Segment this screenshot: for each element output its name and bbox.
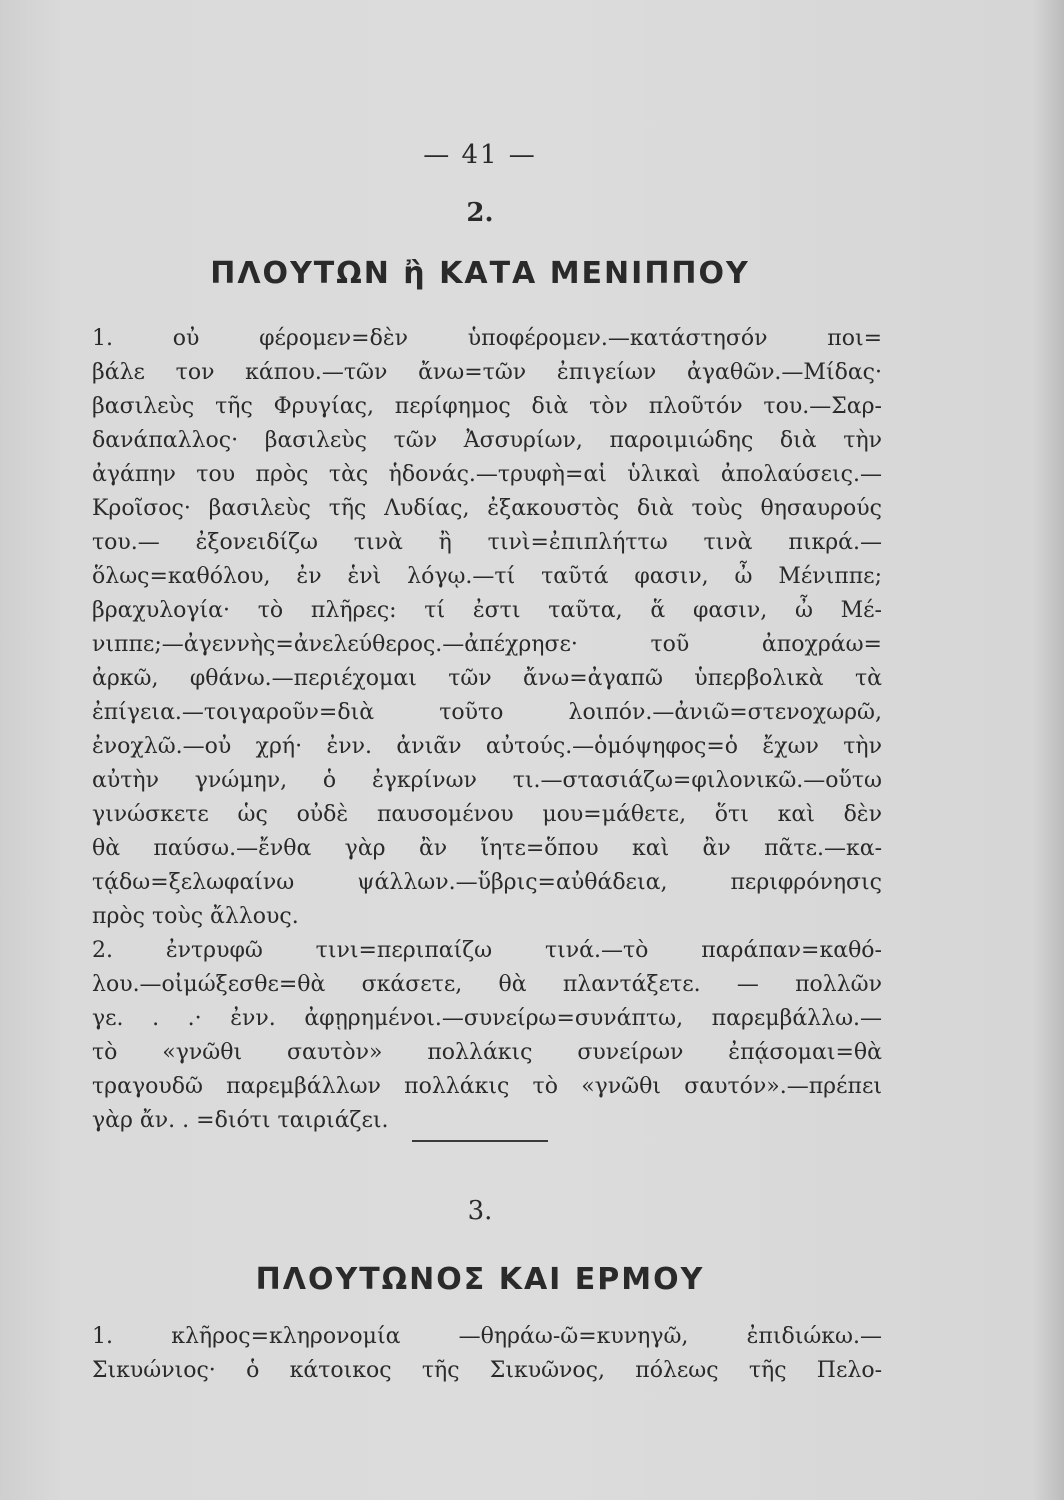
- text-line: τὸ «γνῶθι σαυτὸν» πολλάκις συνείρων ἐπᾴσομαι=θὰ: [92, 1040, 882, 1065]
- text-line: ἐπίγεια.—τοιγαροῦν=διὰ τοῦτο λοιπόν.—ἀνιῶ=στενοχωρῶ,: [92, 700, 882, 725]
- text-line: 1. οὐ φέρομεν=δὲν ὑποφέρομεν.—κατάστησόν ποι=: [92, 326, 882, 351]
- text-line: 1. κλῆρος=κληρονομία —θηράω-ῶ=κυνηγῶ, ἐπιδιώκω.—: [92, 1324, 882, 1349]
- section-2-text: [92, 322, 882, 1138]
- text-line: ὅλως=καθόλου, ἐν ἑνὶ λόγῳ.—τί ταῦτά φασιν, ὦ Μένιππε;: [92, 564, 882, 589]
- section-3-text: [92, 1320, 882, 1388]
- text-line: θὰ παύσω.—ἔνθα γὰρ ἂν ἴητε=ὅπου καὶ ἂν πᾶτε.—κα-: [92, 836, 882, 861]
- text-line: αὐτὴν γνώμην, ὁ ἐγκρίνων τι.—στασιάζω=φιλονικῶ.—οὕτω: [92, 768, 882, 793]
- text-line: του.— ἐξονειδίζω τινὰ ἢ τινὶ=ἐπιπλήττω τινὰ πικρά.—: [92, 530, 882, 555]
- text-line: λου.—οἰμώξεσθε=θὰ σκάσετε, θὰ πλαντάξετε. — πολλῶν: [92, 972, 882, 997]
- section-2-number: 2.: [466, 198, 494, 228]
- text-line: τᾴδω=ξελωφαίνω ψάλλων.—ὕβρις=αὐθάδεια, περιφρόνησις: [92, 870, 882, 895]
- section-divider: [412, 1140, 548, 1142]
- section-3-title: ΠΛΟΥΤΩΝΟΣ ΚΑΙ ΕΡΜΟΥ: [255, 1262, 705, 1297]
- text-line: Κροῖσος· βασιλεὺς τῆς Λυδίας, ἐξακουστὸς διὰ τοὺς θησαυρούς: [92, 496, 882, 521]
- text-line: ἀγάπην του πρὸς τὰς ἡδονάς.—τρυφὴ=αἱ ὑλικαὶ ἀπολαύσεις.—: [92, 462, 882, 487]
- text-line: γινώσκετε ὡς οὐδὲ παυσομένου μου=μάθετε, ὅτι καὶ δὲν: [92, 802, 882, 827]
- text-line: βάλε τον κάπου.—τῶν ἄνω=τῶν ἐπιγείων ἀγαθῶν.—Μίδας·: [92, 360, 882, 385]
- section-2-title: ΠΛΟΥΤΩΝ ἢ ΚΑΤΑ ΜΕΝΙΠΠΟΥ: [210, 256, 750, 291]
- text-line: πρὸς τοὺς ἄλλους.: [92, 904, 299, 929]
- page-number: — 41 —: [423, 140, 537, 170]
- text-line: Σικυώνιος· ὁ κάτοικος τῆς Σικυῶνος, πόλεως τῆς Πελο-: [92, 1358, 882, 1383]
- text-line: γε. . .· ἐνν. ἀφῃρημένοι.—συνείρω=συνάπτω, παρεμβάλλω.—: [92, 1006, 882, 1031]
- text-line: νιππε;—ἀγεννὴς=ἀνελεύθερος.—ἀπέχρησε· τοῦ ἀποχράω=: [92, 632, 882, 657]
- text-line: 2. ἐντρυφῶ τινι=περιπαίζω τινά.—τὸ παράπαν=καθό-: [92, 938, 882, 963]
- text-line: βραχυλογία· τὸ πλῆρες: τί ἐστι ταῦτα, ἅ φασιν, ὦ Μέ-: [92, 598, 882, 623]
- section-3-number: 3.: [467, 1196, 493, 1226]
- text-line: δανάπαλλος· βασιλεὺς τῶν Ἀσσυρίων, παροιμιώδης διὰ τὴν: [92, 428, 882, 453]
- text-line: γὰρ ἄν. . =διότι ταιριάζει.: [92, 1108, 389, 1133]
- text-line: ἐνοχλῶ.—οὐ χρή· ἐνν. ἀνιᾶν αὐτούς.—ὁμόψηφος=ὁ ἔχων τὴν: [92, 734, 882, 759]
- text-line: βασιλεὺς τῆς Φρυγίας, περίφημος διὰ τὸν πλοῦτόν του.—Σαρ-: [92, 394, 882, 419]
- text-line: τραγουδῶ παρεμβάλλων πολλάκις τὸ «γνῶθι σαυτόν».—πρέπει: [92, 1074, 882, 1099]
- text-line: ἀρκῶ, φθάνω.—περιέχομαι τῶν ἄνω=ἀγαπῶ ὑπερβολικὰ τὰ: [92, 666, 882, 691]
